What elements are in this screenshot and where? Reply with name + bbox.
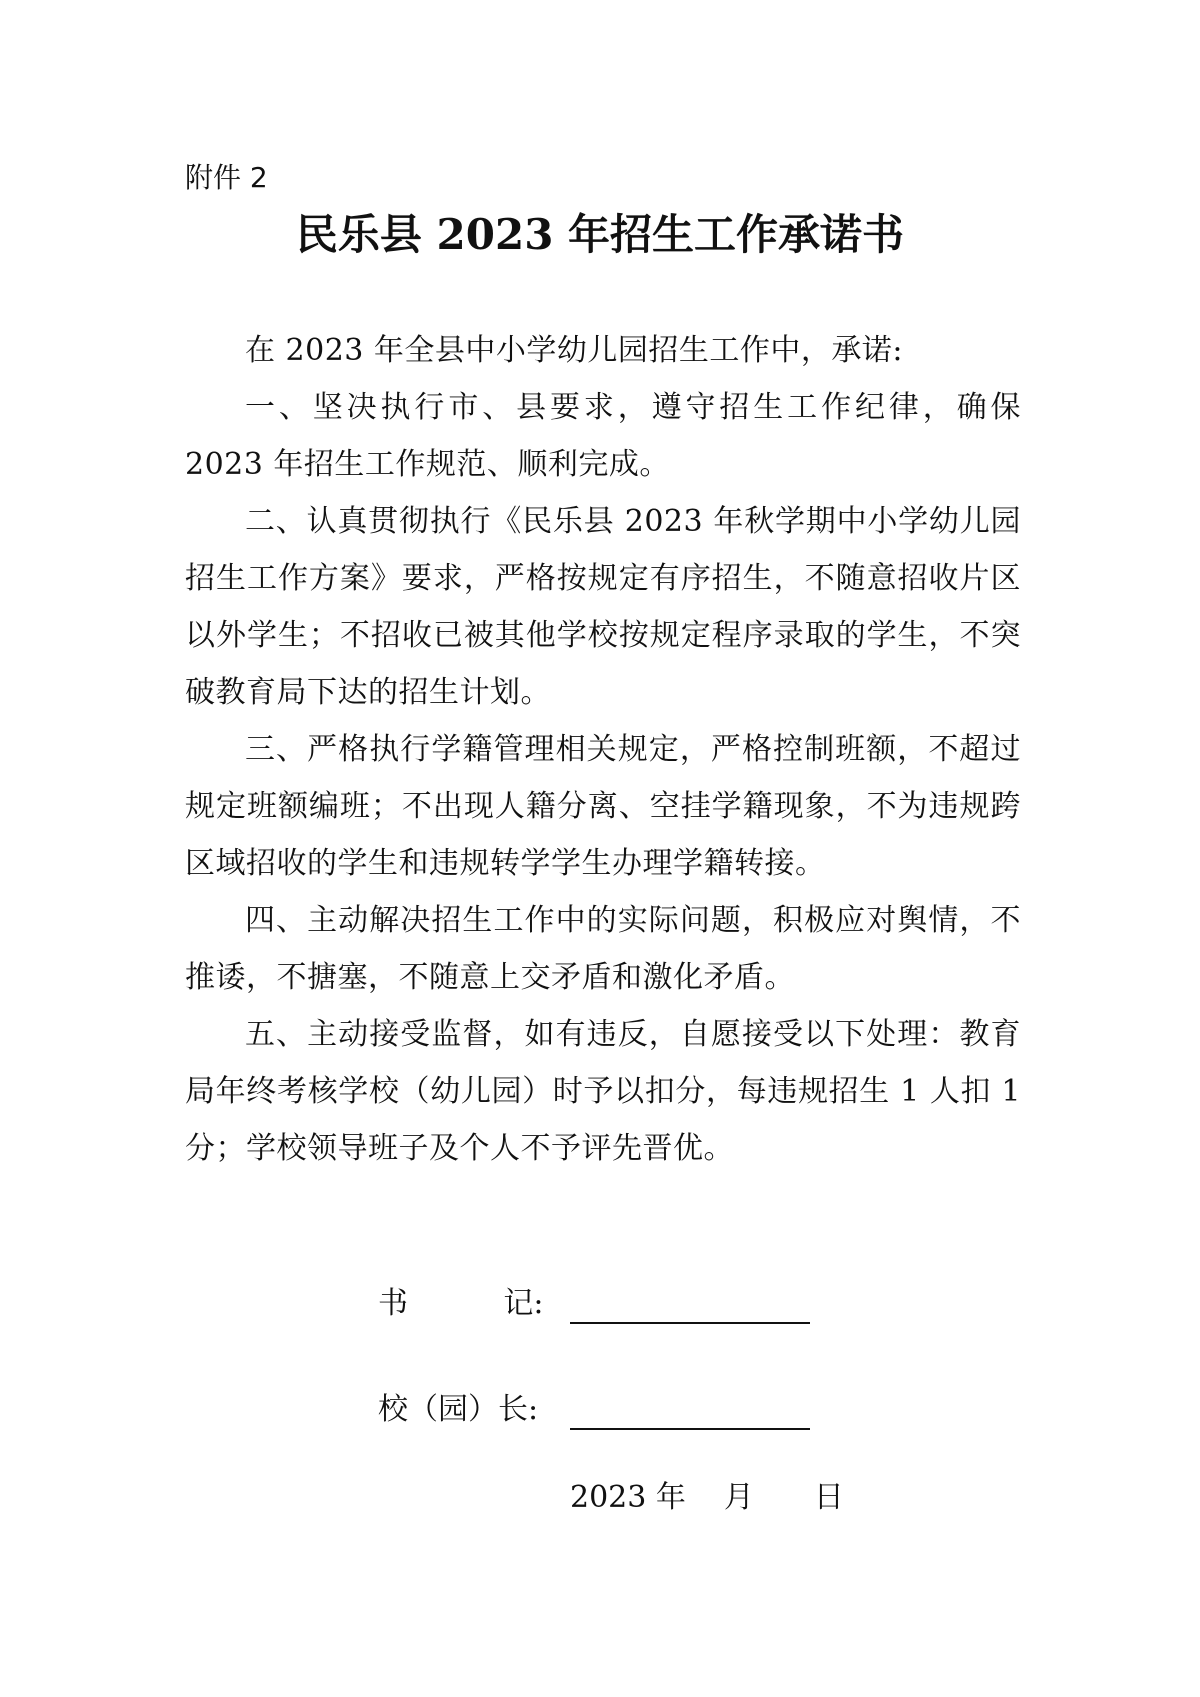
commitment-item-3: 三、严格执行学籍管理相关规定，严格控制班额，不超过规定班额编班；不出现人籍分离、空挂学籍现象，不为违规跨区域招收的学生和违规转学学生办理学籍转接。: [185, 732, 1021, 881]
date-year: 2023 年: [570, 1480, 686, 1515]
document-body: [185, 322, 1021, 1177]
intro-paragraph: 在 2023 年全县中小学幼儿园招生工作中，承诺:: [245, 333, 904, 368]
date-day: 日: [813, 1480, 844, 1515]
commitment-item-4: 四、主动解决招生工作中的实际问题，积极应对舆情，不推诿，不搪塞，不随意上交矛盾和激化矛盾。: [185, 903, 1021, 995]
secretary-label: 书 记:: [378, 1286, 544, 1321]
commitment-item-2: 二、认真贯彻执行《民乐县 2023 年秋学期中小学幼儿园招生工作方案》要求，严格按规定有序招生，不随意招收片区以外学生；不招收已被其他学校按规定程序录取的学生，不突破教育局下达的招生计划。: [185, 504, 1021, 710]
principal-signature-line[interactable]: [570, 1398, 810, 1430]
commitment-item-5: 五、主动接受监督，如有违反，自愿接受以下处理：教育局年终考核学校（幼儿园）时予以扣分，每违规招生 1 人扣 1 分；学校领导班子及个人不予评先晋优。: [185, 1017, 1021, 1166]
document-title: 民乐县 2023 年招生工作承诺书: [295, 210, 905, 259]
date-month: 月: [723, 1480, 754, 1515]
principal-signature-row: [378, 1390, 810, 1430]
date-row: [570, 1478, 844, 1518]
attachment-label: 附件 2: [185, 161, 268, 194]
secretary-signature-row: [378, 1284, 810, 1324]
principal-label: 校（园）长:: [378, 1392, 539, 1427]
secretary-signature-line[interactable]: [570, 1292, 810, 1324]
commitment-item-1: 一、坚决执行市、县要求，遵守招生工作纪律，确保 2023 年招生工作规范、顺利完成。: [185, 390, 1021, 482]
